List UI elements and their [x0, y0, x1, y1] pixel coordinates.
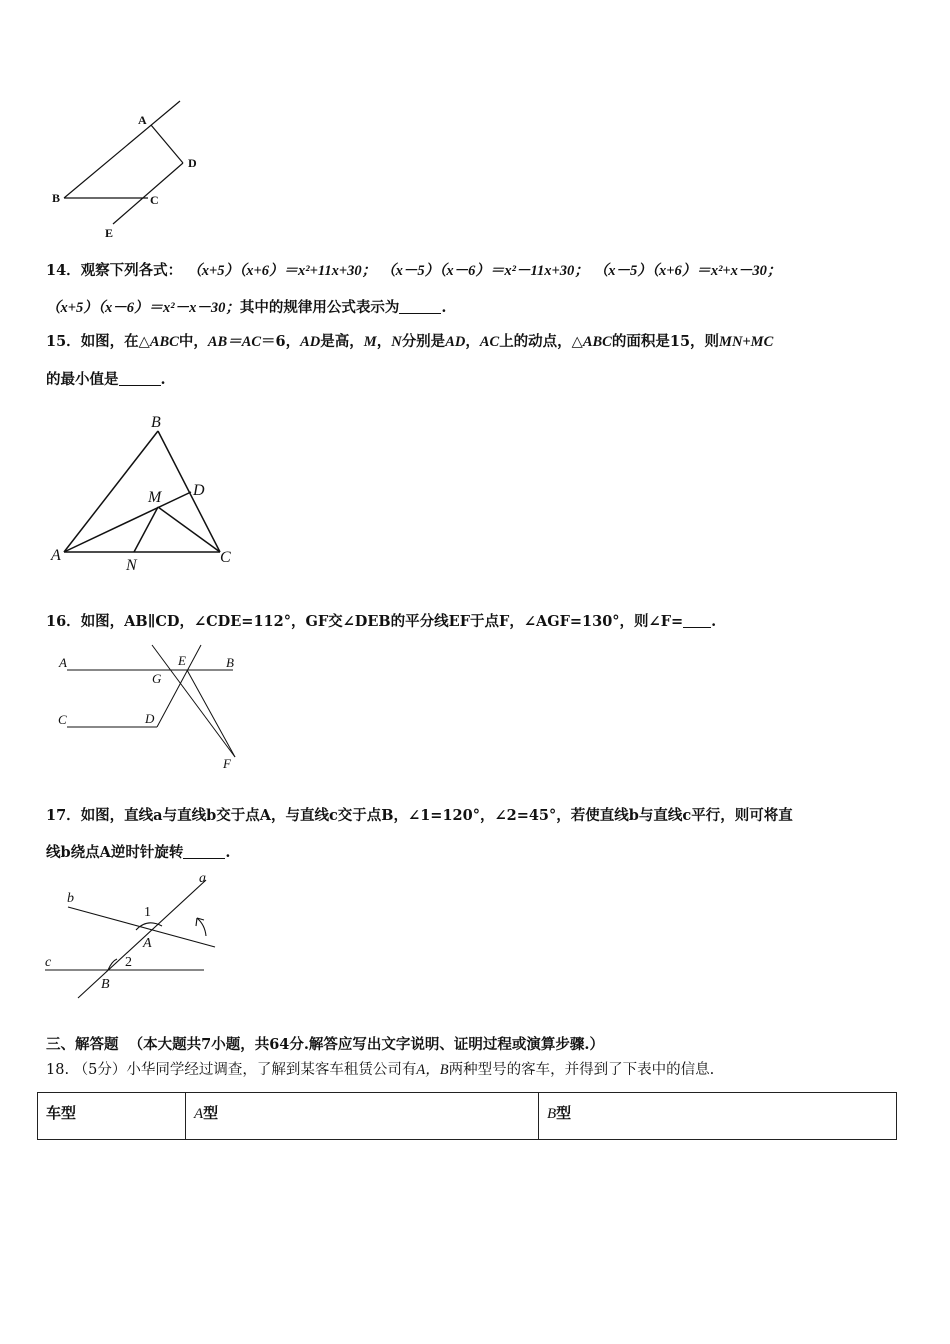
figure-q15-svg	[48, 412, 248, 577]
q14-tail: 其中的规律用公式表示为	[239, 299, 400, 316]
label-B: B	[52, 191, 61, 205]
label-D: D	[193, 482, 205, 499]
angle-2-arc	[108, 959, 117, 970]
side-bc	[158, 431, 220, 552]
label-A: A	[59, 655, 67, 670]
figure-q16-svg	[55, 645, 255, 773]
q15-m: M	[363, 334, 377, 350]
q15-text-d: 是高，	[320, 333, 364, 350]
q16-number: 16．	[46, 613, 81, 630]
q15-text-a: 如图，在△	[80, 333, 150, 350]
label-F: F	[223, 756, 231, 771]
type-a-suffix: 型	[203, 1104, 219, 1122]
q15-ad2: AD	[445, 334, 466, 350]
label-D: D	[145, 711, 155, 726]
label-C: C	[220, 549, 231, 566]
q14-eq3-rhs: x²+x－30；	[710, 263, 782, 279]
table-header-type-b	[539, 1093, 897, 1140]
line-de	[113, 163, 183, 224]
type-a-letter: A	[194, 1106, 204, 1122]
line-ba	[64, 101, 180, 198]
label-B: B	[226, 655, 234, 670]
q15-ab-ac: AB＝AC	[207, 334, 262, 350]
section3-heading: 三、解答题	[46, 1036, 119, 1053]
q15-ad: AD	[300, 334, 321, 350]
q18-number: 18.	[46, 1062, 70, 1078]
q16-line1	[46, 612, 716, 632]
label-A: A	[51, 547, 61, 564]
figure-q17	[42, 870, 222, 1000]
q15-line2	[46, 370, 166, 390]
q15-text-f: 上的动点，△	[499, 333, 583, 350]
q16-text: 如图，AB∥CD，∠CDE=112°，GF交∠DEB的平分线EF于点F，∠AGF=130°，则∠F=	[80, 613, 684, 630]
segment-ad	[64, 492, 191, 552]
label-E: E	[105, 226, 114, 240]
type-b-letter: B	[547, 1106, 557, 1122]
label-c: c	[45, 955, 52, 970]
q15-mnmc: MN+MC	[719, 334, 774, 350]
q14-line2	[46, 298, 446, 318]
q14-eq2-rhs: x²－11x+30；	[504, 263, 589, 279]
label-A: A	[138, 113, 147, 127]
q14-number: 14．	[46, 262, 81, 279]
table-row	[38, 1093, 897, 1140]
q14-line1	[46, 261, 781, 281]
rotation-arrow	[197, 918, 206, 936]
label-G: G	[152, 671, 162, 686]
label-C: C	[58, 712, 67, 727]
q17-text: 如图，直线a与直线b交于点A，与直线c交于点B，∠1=120°，∠2=45°，若使直线b与直线c平行，则可将直	[80, 807, 793, 824]
q15-abc: ABC	[149, 334, 179, 350]
q15-line2-text: 的最小值是	[46, 371, 119, 388]
q14-eq2-lhs: （x－5）（x－6）＝	[381, 263, 505, 279]
label-B: B	[101, 977, 110, 992]
q17-line2	[46, 843, 230, 863]
table-header-car-type: 车型	[38, 1093, 186, 1140]
q15-number: 15．	[46, 333, 81, 350]
q14-eq4-rhs: x²－x－30；	[163, 300, 240, 316]
q15-text-g: 的面积是15，则	[611, 333, 720, 350]
label-b: b	[67, 891, 74, 906]
q17-number: 17．	[46, 807, 81, 824]
section3-note: （本大题共7小题，共64分.解答应写出文字说明、证明过程或演算步骤.）	[128, 1036, 604, 1053]
q18-score: （5分）	[73, 1062, 127, 1078]
q14-answer-blank[interactable]	[399, 299, 441, 314]
section3-heading-line	[46, 1035, 604, 1055]
q14-eq1-rhs: x²+11x+30；	[298, 263, 377, 279]
label-A: A	[143, 936, 152, 951]
q18-text-a: 小华同学经过调查，了解到某客车租赁公司有	[126, 1062, 417, 1078]
type-b-suffix: 型	[556, 1104, 572, 1122]
q15-text-e: 分别是	[401, 333, 446, 350]
q15-abc2: ABC	[582, 334, 612, 350]
q14-end: .	[441, 299, 447, 316]
q18-text-b: 两种型号的客车，并得到了下表中的信息.	[448, 1062, 715, 1078]
q15-text-c: ＝6，	[261, 333, 301, 350]
q16-end: .	[711, 613, 717, 630]
q15-comma2: ，	[465, 333, 480, 350]
q15-ac: AC	[479, 334, 500, 350]
line-b	[68, 907, 215, 947]
figure-q13	[40, 95, 220, 245]
q16-answer-blank[interactable]	[683, 613, 711, 628]
figure-q13-svg	[40, 95, 220, 245]
label-C: C	[150, 193, 159, 207]
label-E: E	[178, 653, 186, 668]
q14-eq1-lhs: （x+5）（x+6）＝	[187, 263, 299, 279]
segment-mc	[158, 507, 220, 552]
line-gf	[152, 645, 235, 757]
label-M: M	[148, 489, 162, 506]
label-B: B	[151, 414, 161, 431]
q15-n: N	[391, 334, 402, 350]
q15-end: .	[160, 371, 166, 388]
label-2: 2	[125, 955, 132, 970]
figure-q17-svg	[42, 870, 222, 1000]
q17-line2-text: 线b绕点A逆时针旋转	[46, 844, 184, 861]
table-header-type-a	[186, 1093, 539, 1140]
figure-q16	[55, 645, 255, 773]
line-ef	[187, 670, 235, 757]
q17-end: .	[225, 844, 231, 861]
q15-answer-blank[interactable]	[119, 371, 161, 386]
q14-eq3-lhs: （x－5）（x+6）＝	[593, 263, 711, 279]
q14-eq4-lhs: （x+5）（x－6）＝	[46, 300, 164, 316]
q17-line1	[46, 806, 793, 826]
q18-ab: A，B	[416, 1062, 449, 1078]
q15-comma: ，	[376, 333, 392, 350]
q15-line1	[46, 332, 773, 352]
q14-prompt: 观察下列各式：	[80, 262, 183, 279]
label-1: 1	[144, 905, 151, 920]
label-a: a	[199, 871, 206, 886]
q17-answer-blank[interactable]	[183, 844, 225, 859]
car-type-table	[37, 1092, 897, 1140]
label-D: D	[188, 156, 197, 170]
line-ad	[151, 125, 183, 163]
figure-q15	[48, 412, 248, 577]
label-N: N	[126, 557, 137, 574]
q18-line1	[46, 1060, 714, 1080]
q15-text-b: 中，	[178, 333, 208, 350]
